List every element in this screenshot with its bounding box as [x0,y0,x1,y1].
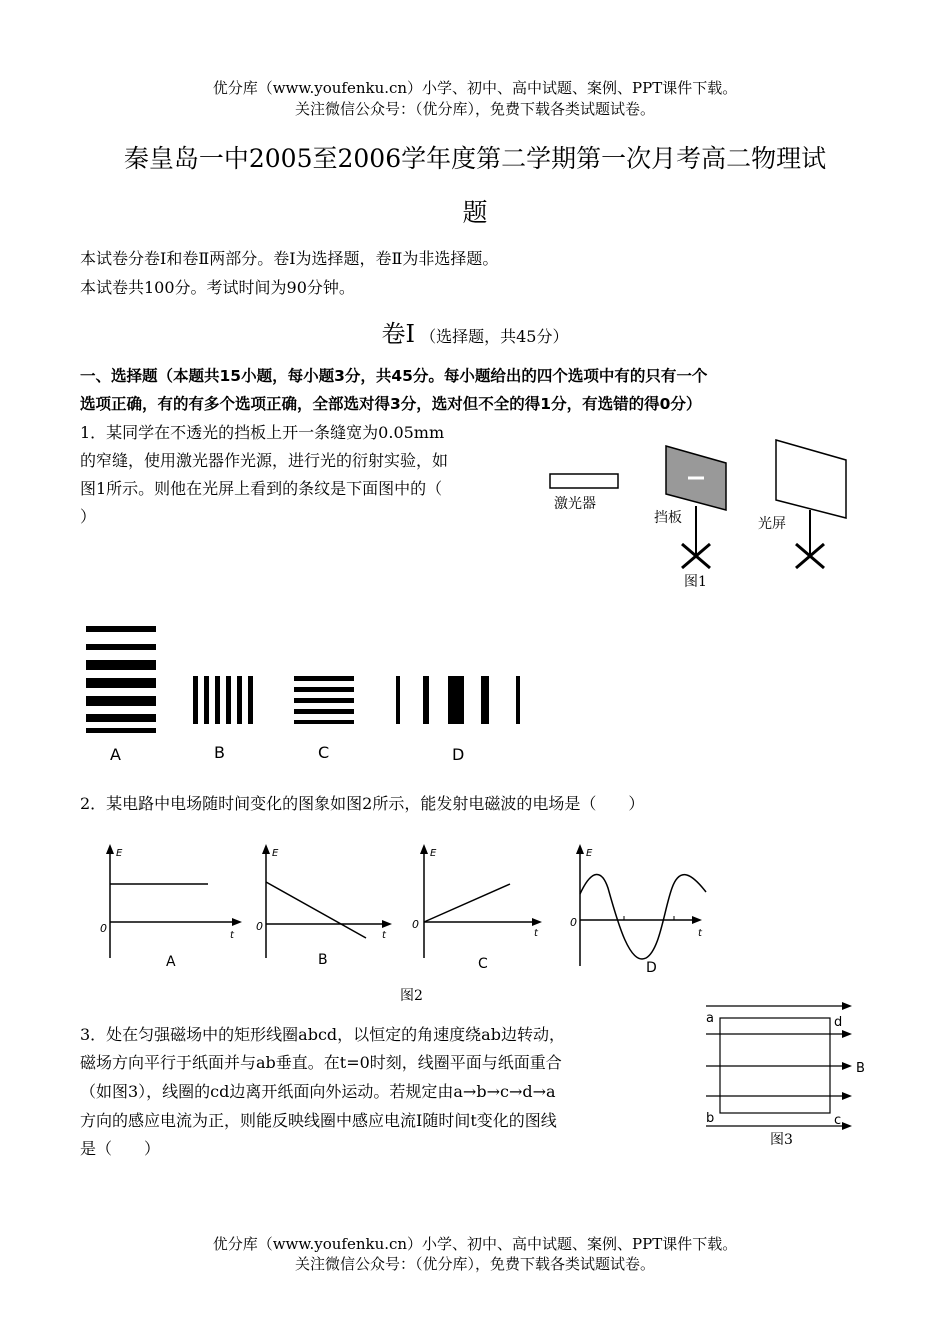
graph-c-origin: 0 [412,918,419,931]
intro-line-1: 本试卷分卷Ⅰ和卷Ⅱ两部分。卷Ⅰ为选择题，卷Ⅱ为非选择题。 [80,249,499,268]
q3-line-5: 是（ ） [80,1139,161,1158]
fig2-caption: 图2 [400,988,423,1004]
q3-line-1: 3．处在匀强磁场中的矩形线圈abcd，以恒定的角速度绕ab边转动， [80,1025,565,1044]
q3-line-4: 方向的感应电流为正，则能反映线圈中感应电流I随时间t变化的图线 [80,1111,557,1130]
graph-c [412,844,542,972]
section-name: 卷Ⅰ [381,320,415,348]
graph-d-e-label: E [586,848,593,859]
graph-a-t-label: t [230,930,234,941]
graph-b-curve [266,882,366,938]
laser-device [550,474,618,488]
graph-d-t-label: t [698,928,702,939]
option-a-fringes [86,626,156,733]
footer-line-2: 关注微信公众号：（优分库），免费下载各类试题试卷。 [294,1255,655,1273]
graph-b-t-label: t [382,930,386,941]
part1-line-1: 一、选择题（本题共15小题，每小题3分，共45分。每小题给出的四个选项中有的只有一个 [80,367,708,385]
q1-option-c: C [318,743,330,762]
figure-2 [96,840,716,1010]
corner-d: d [834,1015,843,1030]
figure-3 [700,996,876,1152]
q1-option-a: A [110,745,121,764]
laser-label: 激光器 [554,496,596,512]
graph-d-origin: 0 [570,916,577,929]
header-line-2: 关注微信公众号：（优分库），免费下载各类试题试卷。 [294,100,655,118]
screen-label: 光屏 [758,516,786,532]
header-line-1: 优分库（www.youfenku.cn）小学、初中、高中试题、案例、PPT课件下载。 [212,79,738,97]
graph-a-e-label: E [116,848,123,859]
q1-options [80,620,540,770]
q3-line-2: 磁场方向平行于纸面并与ab垂直。在t=0时刻，线圈平面与纸面重合 [80,1053,562,1072]
figure-1 [540,430,870,600]
option-c-fringes [294,676,354,724]
q1-option-b: B [214,743,225,762]
graph-a [100,844,242,970]
q3-line-3: （如图3），线圈的cd边离开纸面向外运动。若规定由a→b→c→d→a [80,1082,556,1101]
page-title-cont: 题 [462,198,488,227]
graph-c-e-label: E [430,848,437,859]
q1-line-4: ） [80,507,97,526]
q2-option-d: D [646,960,657,976]
graph-d [570,844,706,976]
light-screen [776,440,846,518]
section-note: （选择题，共45分） [420,327,569,346]
graph-d-curve [580,874,706,959]
q2-option-b: B [318,952,328,968]
page-title: 秦皇岛一中2005至2006学年度第二学期第一次月考高二物理试 [123,144,827,173]
corner-c: c [834,1113,842,1128]
q1-option-d: D [452,745,465,764]
fig3-caption: 图3 [770,1132,793,1148]
option-b-fringes [193,676,253,724]
barrier-label: 挡板 [654,510,682,526]
intro-line-2: 本试卷共100分。考试时间为90分钟。 [80,278,355,297]
section-heading [0,314,950,349]
graph-b [256,844,392,968]
graph-c-curve [424,884,510,922]
graph-a-origin: 0 [100,922,107,935]
q2-option-c: C [478,956,488,972]
q1-line-3: 图1所示。则他在光屏上看到的条纹是下面图中的（ [80,479,443,498]
corner-a: a [706,1011,714,1026]
part1-line-2: 选项正确，有的有多个选项正确，全部选对得3分，选对但不全的得1分，有选错的得0分） [80,395,702,413]
q2-text: 2．某电路中电场随时间变化的图象如图2所示，能发射电磁波的电场是（ ） [80,794,645,813]
q1-line-1: 1．某同学在不透光的挡板上开一条缝宽为0.05mm [80,423,445,442]
fig1-caption: 图1 [684,574,707,590]
footer-line-1: 优分库（www.youfenku.cn）小学、初中、高中试题、案例、PPT课件下载。 [212,1235,738,1253]
corner-b: b [706,1111,715,1126]
option-d-fringes [396,676,520,724]
q2-option-a: A [166,954,176,970]
field-b-label: B [856,1061,865,1076]
graph-c-t-label: t [534,928,538,939]
q1-line-2: 的窄缝，使用激光器作光源，进行光的衍射实验，如 [80,451,449,470]
graph-b-origin: 0 [256,920,263,933]
graph-b-e-label: E [272,848,279,859]
